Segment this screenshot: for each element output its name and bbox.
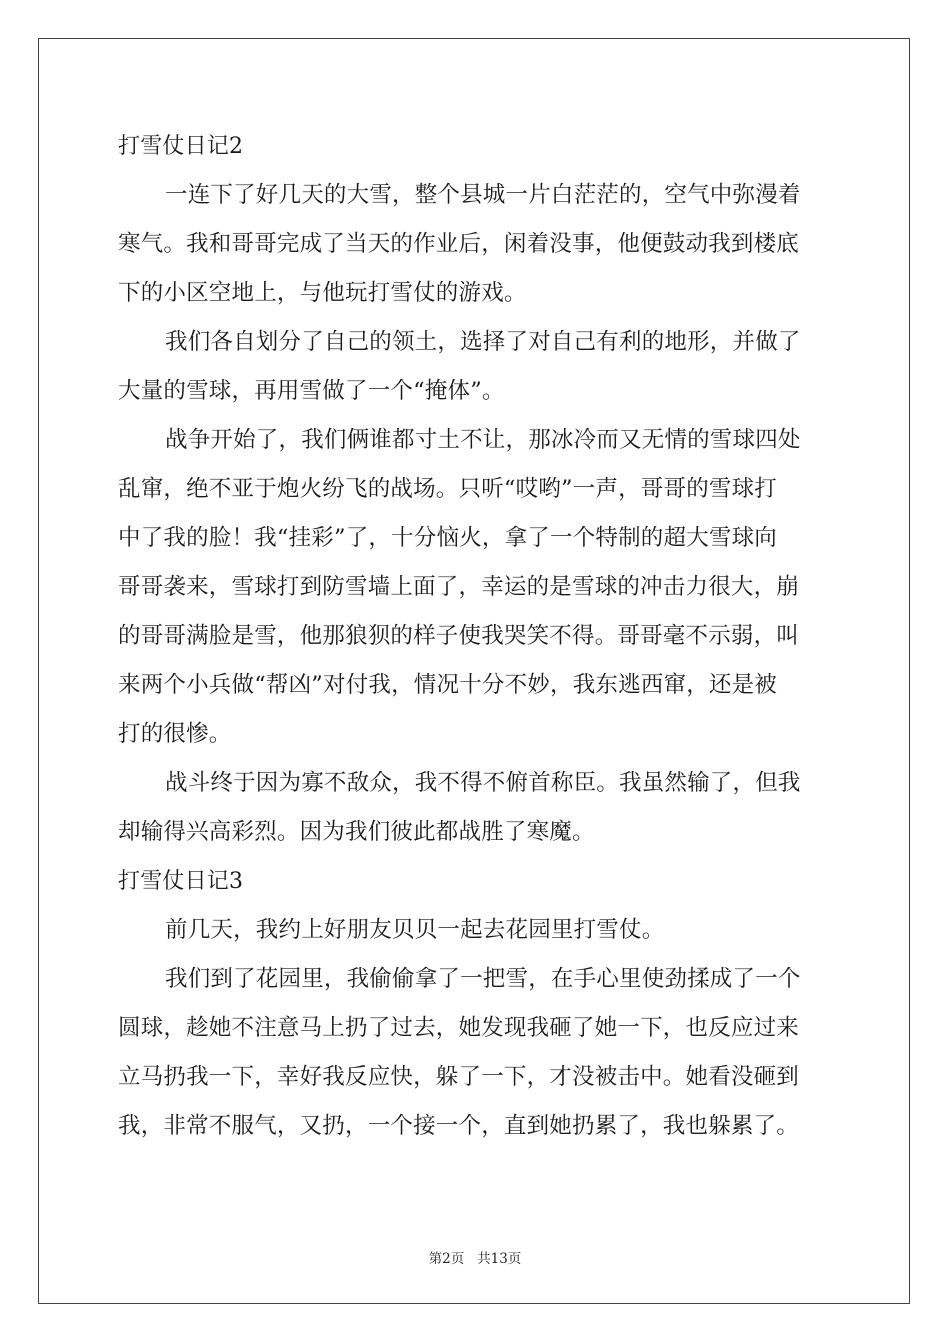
paragraph-line: 战争开始了，我们俩谁都寸土不让，那冰冷而又无情的雪球四处 [165,427,801,453]
paragraph-line: 圆球，趁她不注意马上扔了过去，她发现我砸了她一下，也反应过来 [118,1015,800,1041]
paragraph-line: 中了我的脸！我“挂彩”了，十分恼火，拿了一个特制的超大雪球向 [118,525,778,551]
paragraph-line: 乱窜，绝不亚于炮火纷飞的战场。只听“哎哟”一声，哥哥的雪球打 [118,476,778,502]
paragraph-line: 我们各自划分了自己的领土，选择了对自己有利的地形，并做了 [165,329,801,355]
paragraph-line: 却输得兴高彩烈。因为我们彼此都战胜了寒魔。 [118,819,595,845]
page-number: 第2页 [428,1251,465,1267]
paragraph-line: 下的小区空地上，与他玩打雪仗的游戏。 [118,280,527,306]
section-title-diary-3: 打雪仗日记3 [118,869,244,894]
paragraph-line: 前几天，我约上好朋友贝贝一起去花园里打雪仗。 [165,917,665,943]
paragraph-line: 一连下了好几天的大雪，整个县城一片白茫茫的，空气中弥漫着 [165,182,801,208]
paragraph-line: 哥哥袭来，雪球打到防雪墙上面了，幸运的是雪球的冲击力很大，崩 [118,574,800,600]
page-total: 共13页 [477,1251,522,1267]
paragraph-line: 的哥哥满脸是雪，他那狼狈的样子使我哭笑不得。哥哥毫不示弱，叫 [118,623,800,649]
paragraph-line: 打的很惨。 [118,721,232,747]
paragraph-line: 我，非常不服气，又扔，一个接一个，直到她扔累了，我也躲累了。 [118,1113,800,1139]
paragraph-line: 战斗终于因为寡不敌众，我不得不俯首称臣。我虽然输了，但我 [165,770,801,796]
page-footer [0,1247,950,1267]
paragraph-line: 立马扔我一下，幸好我反应快，躲了一下，才没被击中。她看没砸到 [118,1064,800,1090]
paragraph-line: 寒气。我和哥哥完成了当天的作业后，闲着没事，他便鼓动我到楼底 [118,231,800,257]
document-body [118,122,834,1151]
paragraph-line: 来两个小兵做“帮凶”对付我，情况十分不妙，我东逃西窜，还是被 [118,672,778,698]
paragraph-line: 我们到了花园里，我偷偷拿了一把雪，在手心里使劲揉成了一个 [165,966,801,992]
section-title-diary-2: 打雪仗日记2 [118,134,244,159]
paragraph-line: 大量的雪球，再用雪做了一个“掩体”。 [118,378,505,404]
